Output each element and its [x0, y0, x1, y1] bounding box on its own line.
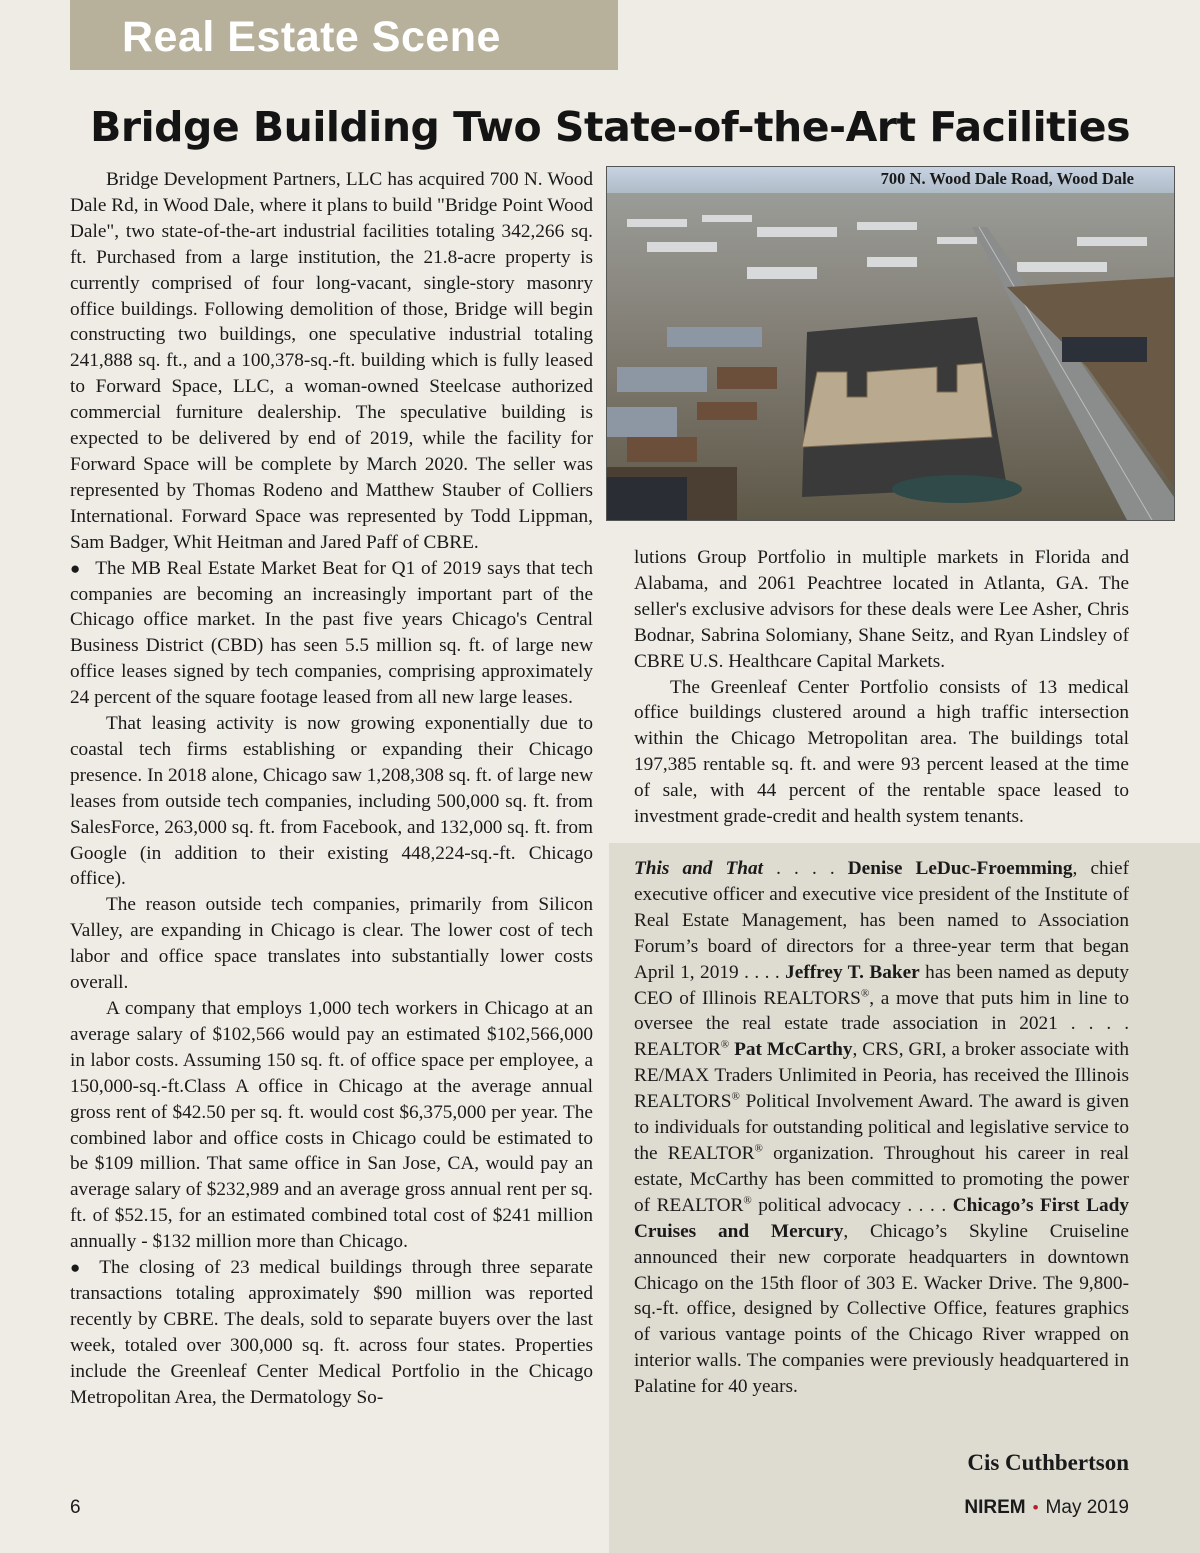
- article-paragraph: lutions Group Portfolio in multiple markets in Florida and Alabama, and 2061 Peachtree located in Atlanta, GA. The seller's exclusive advisors for these deals were Lee Asher, Chris Bodnar, Sabrina Solomiany, Shane Seitz, and Ryan Lindsley of CBRE U.S. Healthcare Capital Markets.: [634, 547, 1129, 672]
- person-name: Denise LeDuc-Froemming: [847, 858, 1073, 879]
- article-paragraph-bullet: [70, 556, 593, 711]
- sidebar-label: This and That: [634, 858, 764, 879]
- footer-publication: [964, 1497, 1129, 1519]
- registered-mark: ®: [731, 1090, 740, 1103]
- bullet-text: The closing of 23 medical buildings through three separate transactions totaling approximately $90 million was reported recently by CBRE. The deals, sold to separate buyers over the last week, totaled over 300,000 sq. ft. across four states. Properties include the Greenleaf Center Medical Portfolio in the Chicago Metropolitan Area, the Dermatology So-: [70, 1257, 593, 1408]
- right-column: [634, 545, 1129, 835]
- bullet-icon: ●: [70, 1258, 86, 1278]
- registered-mark: ®: [720, 1038, 730, 1051]
- sidebar-text: , a move that puts him in line to oversee the real estate trade association in 2021: [634, 987, 1129, 1035]
- author-byline: Cis Cuthbertson: [967, 1450, 1129, 1475]
- sidebar-text: Political Involvement Award. The award is given to individuals for outstanding political and legislative service to the REALTOR: [634, 1091, 1129, 1164]
- sidebar-paragraph: [634, 856, 1129, 1400]
- article-paragraph: A company that employs 1,000 tech workers in Chicago at an average salary of $102,566 would pay an estimated $102,566,000 in labor costs. Assuming 150 sq. ft. of office space per employee, a 150,000-sq.-ft.Class A office in Chicago at the average annual gross rent of $42.50 per sq. ft. would cost $6,375,000 per year. The combined labor and office costs in Chicago could be estimated to be $109 million. That same office in San Jose, CA, would pay an average salary of $232,989 and an average gross annual rent per sq. ft. of $52.15, for an estimated combined total cost of $241 million annually - $132 million more than Chicago.: [70, 998, 593, 1253]
- sidebar-text: has been named as deputy CEO of Illinois REALTORS: [634, 961, 1129, 1009]
- article-paragraph: That leasing activity is now growing exponentially due to coastal tech firms establishing or expanding their Chicago presence. In 2018 alone, Chicago saw 1,208,308 sq. ft. of large new leases from outside tech companies, including 500,000 sq. ft. from SalesForce, 263,000 sq. ft. from Facebook, and 132,000 sq. ft. from Google (in addition to their existing 448,224-sq.-ft. Chicago office).: [70, 713, 593, 890]
- bullet-icon: ●: [70, 558, 82, 578]
- article-paragraph-bullet: [70, 1255, 593, 1410]
- sidebar-text: political advocacy: [751, 1194, 901, 1216]
- headline: Bridge Building Two State-of-the-Art Facilities: [90, 103, 1130, 151]
- section-title: Real Estate Scene: [122, 13, 501, 61]
- article-paragraph: The reason outside tech companies, primarily from Silicon Valley, are expanding in Chicago is clear. The lower cost of tech labor and office space translates into substantially lower costs overall.: [70, 894, 593, 994]
- magazine-name: NIREM: [964, 1497, 1026, 1518]
- issue-date: May 2019: [1045, 1497, 1129, 1518]
- page-number: 6: [70, 1497, 81, 1518]
- registered-mark: ®: [754, 1142, 763, 1155]
- ellipsis: . . . .: [1057, 1013, 1129, 1035]
- article-paragraph: Bridge Development Partners, LLC has acquired 700 N. Wood Dale Rd, in Wood Dale, where it plans to build "Bridge Point Wood Dale", two state-of-the-art industrial facilities totaling 342,266 sq. ft. Purchased from a large institution, the 21.8-acre property is currently comprised of four long-vacant, single-story masonry office buildings. Following demolition of those, Bridge will begin constructing two buildings, one speculative industrial totaling 241,888 sq. ft., and a 100,378-sq.-ft. building which is fully leased to Forward Space, LLC, a woman-owned Steelcase authorized commercial furniture dealership. The speculative building is expected to be delivered by end of 2019, while the facility for Forward Space will be complete by March 2020. The seller was represented by Thomas Rodeno and Matthew Stauber of Colliers International. Forward Space was represented by Todd Lippman, Sam Badger, Whit Heitman and Jared Paff of CBRE.: [70, 169, 593, 553]
- sidebar-text: , Chicago’s Skyline Cruiseline announced their new corporate headquarters in downtown Chicago on the 15th floor of 303 E. Wacker Drive. The 9,800-sq.-ft. office, designed by Collective Office, features graphics of various vantage points of the Chicago River wrapped on interior walls. The companies were previously headquartered in Palatine for 40 years.: [634, 1220, 1129, 1398]
- separator-dot: •: [1032, 1498, 1039, 1517]
- ellipsis: . . . .: [900, 1194, 953, 1216]
- company-name: Chicago’s First Lady Cruises and Mercury: [634, 1194, 1129, 1242]
- photo-caption: 700 N. Wood Dale Road, Wood Dale: [880, 169, 1134, 188]
- aerial-photo-illustration: [607, 167, 1174, 520]
- aerial-photo: [606, 166, 1175, 521]
- person-name: Jeffrey T. Baker: [785, 961, 920, 983]
- section-tab: [70, 0, 618, 70]
- article-paragraph: The Greenleaf Center Portfolio consists of 13 medical office buildings clustered around a high traffic intersection within the Chicago Metropolitan area. The buildings total 197,385 rentable sq. ft. and were 93 percent leased at the time of sale, with 44 percent of the rentable space leased to investment grade-credit and health system tenants.: [634, 676, 1129, 828]
- sidebar-text: , chief executive officer and executive vice president of the Institute of Real Estate Management, has been named to Association Forum’s board of directors for a three-year term that began April 1, 2019: [634, 858, 1129, 983]
- ellipsis: . . . .: [738, 961, 786, 983]
- registered-mark: ®: [743, 1194, 752, 1207]
- registered-mark: ®: [860, 987, 870, 1000]
- sidebar-text: organization. Throughout his career in real estate, McCarthy has been committed to promoting the power of REALTOR: [634, 1142, 1129, 1216]
- ellipsis: . . . .: [763, 858, 848, 879]
- person-name: Pat McCarthy: [734, 1039, 853, 1061]
- sidebar-column: [634, 856, 1129, 1431]
- sidebar-text: REALTOR: [634, 1039, 721, 1061]
- sidebar-text: , CRS, GRI, a broker associate with RE/MAX Traders Unlimited in Peoria, has received the Illinois REALTORS: [634, 1039, 1129, 1113]
- bullet-text: The MB Real Estate Market Beat for Q1 of 2019 says that tech companies are becoming an increasingly important part of the Chicago office market. In the past five years Chicago's Central Business District (CBD) has seen 5.5 million sq. ft. of large new office leases signed by tech companies, comprising approximately 24 percent of the square footage leased from all new large leases.: [70, 557, 593, 709]
- left-column: [70, 167, 593, 1485]
